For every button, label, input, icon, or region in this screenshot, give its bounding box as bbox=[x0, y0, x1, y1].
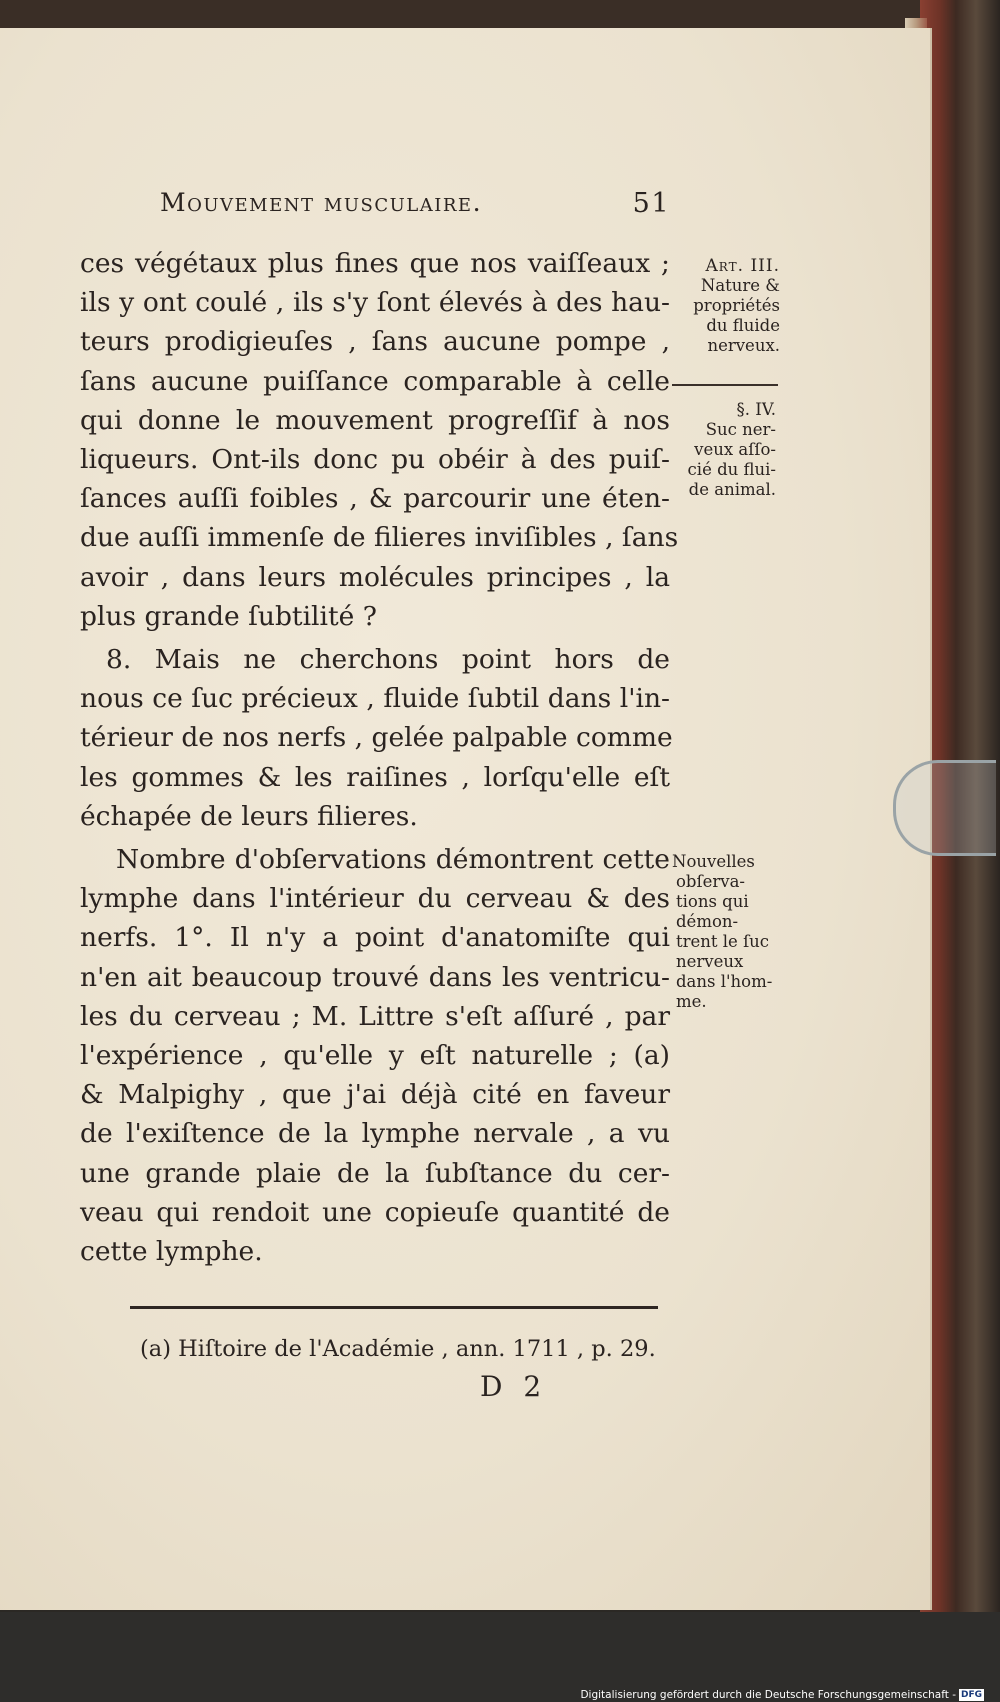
margin-note-observations bbox=[672, 852, 784, 1012]
margin-note-line: trent le ſuc bbox=[676, 932, 770, 951]
signature-mark: D 2 bbox=[480, 1370, 548, 1403]
text-line: qui donne le mouvement progreſſif à nos bbox=[80, 404, 670, 436]
margin-note-line: propriétés bbox=[693, 296, 780, 315]
text-line: nous ce ſuc précieux , fluide ſubtil dans l'in- bbox=[80, 683, 670, 715]
margin-note-line: cié du flui- bbox=[687, 460, 776, 479]
footnote: (a) Hiſtoire de l'Académie , ann. 1711 , p. 29. bbox=[140, 1336, 656, 1362]
text-line: nerfs. 1°. Il n'y a point d'anatomiſte qui bbox=[80, 922, 670, 954]
margin-note-line: démon- bbox=[676, 912, 739, 931]
text-line: les du cerveau ; M. Littre s'eſt aſſuré , par bbox=[80, 1000, 670, 1032]
text-line: térieur de nos nerfs , gelée palpable comme bbox=[80, 722, 673, 754]
text-line: Nombre d'obſervations démontrent cette bbox=[116, 844, 670, 876]
text-line: teurs prodigieuſes , ſans aucune pompe , bbox=[80, 326, 670, 358]
text-line: échapée de leurs filieres. bbox=[80, 800, 418, 832]
text-line: une grande plaie de la ſubſtance du cer- bbox=[80, 1157, 670, 1189]
body-text bbox=[80, 244, 679, 1271]
page-clip bbox=[893, 760, 996, 856]
margin-note-line: me. bbox=[676, 992, 707, 1011]
margin-note-line: nerveux. bbox=[707, 336, 780, 355]
text-line: lymphe dans l'intérieur du cerveau & des bbox=[80, 883, 670, 915]
credit-text: Digitalisierung gefördert durch die Deutsche Forschungsgemeinschaft - bbox=[580, 1689, 956, 1701]
text-line: 8. Mais ne cherchons point hors de bbox=[106, 644, 670, 676]
text-line: plus grande ſubtilité ? bbox=[80, 600, 377, 632]
text-line: cette lymphe. bbox=[80, 1236, 263, 1268]
margin-note-line: veux aſſo- bbox=[694, 440, 776, 459]
margin-note-line: nerveux bbox=[676, 952, 744, 971]
margin-note-line: Nouvelles bbox=[672, 852, 755, 871]
text-line: liqueurs. Ont-ils donc pu obéir à des puiſ- bbox=[80, 444, 670, 476]
text-line: de l'exiſtence de la lymphe nervale , a vu bbox=[80, 1118, 670, 1150]
margin-note-line: Nature & bbox=[700, 276, 780, 295]
text-line: ſances auſſi foibles , & parcourir une éten- bbox=[80, 483, 670, 515]
text-line: due auſſi immenſe de filieres inviſibles , ſans bbox=[80, 522, 679, 554]
margin-divider bbox=[672, 384, 778, 386]
text-line: l'expérience , qu'elle y eſt naturelle ; (a) bbox=[80, 1040, 670, 1072]
scan-background-top bbox=[0, 0, 1000, 30]
running-head-title: Mouvement musculaire. bbox=[160, 188, 483, 217]
page-number: 51 bbox=[632, 188, 670, 219]
running-head bbox=[160, 188, 670, 228]
text-line: ſans aucune puiſſance comparable à celle bbox=[80, 365, 670, 397]
margin-note-line: obſerva- bbox=[676, 872, 745, 891]
paragraph bbox=[80, 840, 670, 1271]
margin-note-line: Suc ner- bbox=[705, 420, 776, 439]
text-line: veau qui rendoit une copieuſe quantité de bbox=[80, 1196, 670, 1228]
dfg-logo: DFG bbox=[960, 1690, 982, 1700]
margin-note-line: §. IV. bbox=[736, 400, 776, 419]
text-line: n'en ait beaucoup trouvé dans les ventricu- bbox=[80, 961, 670, 993]
margin-note-article bbox=[672, 256, 780, 356]
margin-note-line: du fluide bbox=[706, 316, 780, 335]
text-line: & Malpighy , que j'ai déjà cité en faveur bbox=[80, 1079, 670, 1111]
margin-note-line: dans l'hom- bbox=[676, 972, 773, 991]
text-line: les gommes & les raiſines , lorſqu'elle eſt bbox=[80, 761, 670, 793]
margin-note-line: de animal. bbox=[688, 480, 776, 499]
paragraph bbox=[80, 244, 679, 636]
text-line: avoir , dans leurs molécules principes , la bbox=[80, 561, 670, 593]
digitization-credit bbox=[0, 1688, 984, 1702]
margin-note-line: tions qui bbox=[676, 892, 749, 911]
text-line: ils y ont coulé , ils s'y ſont élevés à des hau- bbox=[80, 287, 670, 319]
footnote-rule bbox=[130, 1306, 658, 1309]
text-line: ces végétaux plus fines que nos vaiſſeaux ; bbox=[80, 248, 670, 279]
margin-note-section bbox=[672, 400, 776, 500]
paragraph bbox=[80, 640, 673, 836]
margin-note-art-label: Art. III. bbox=[705, 256, 780, 276]
